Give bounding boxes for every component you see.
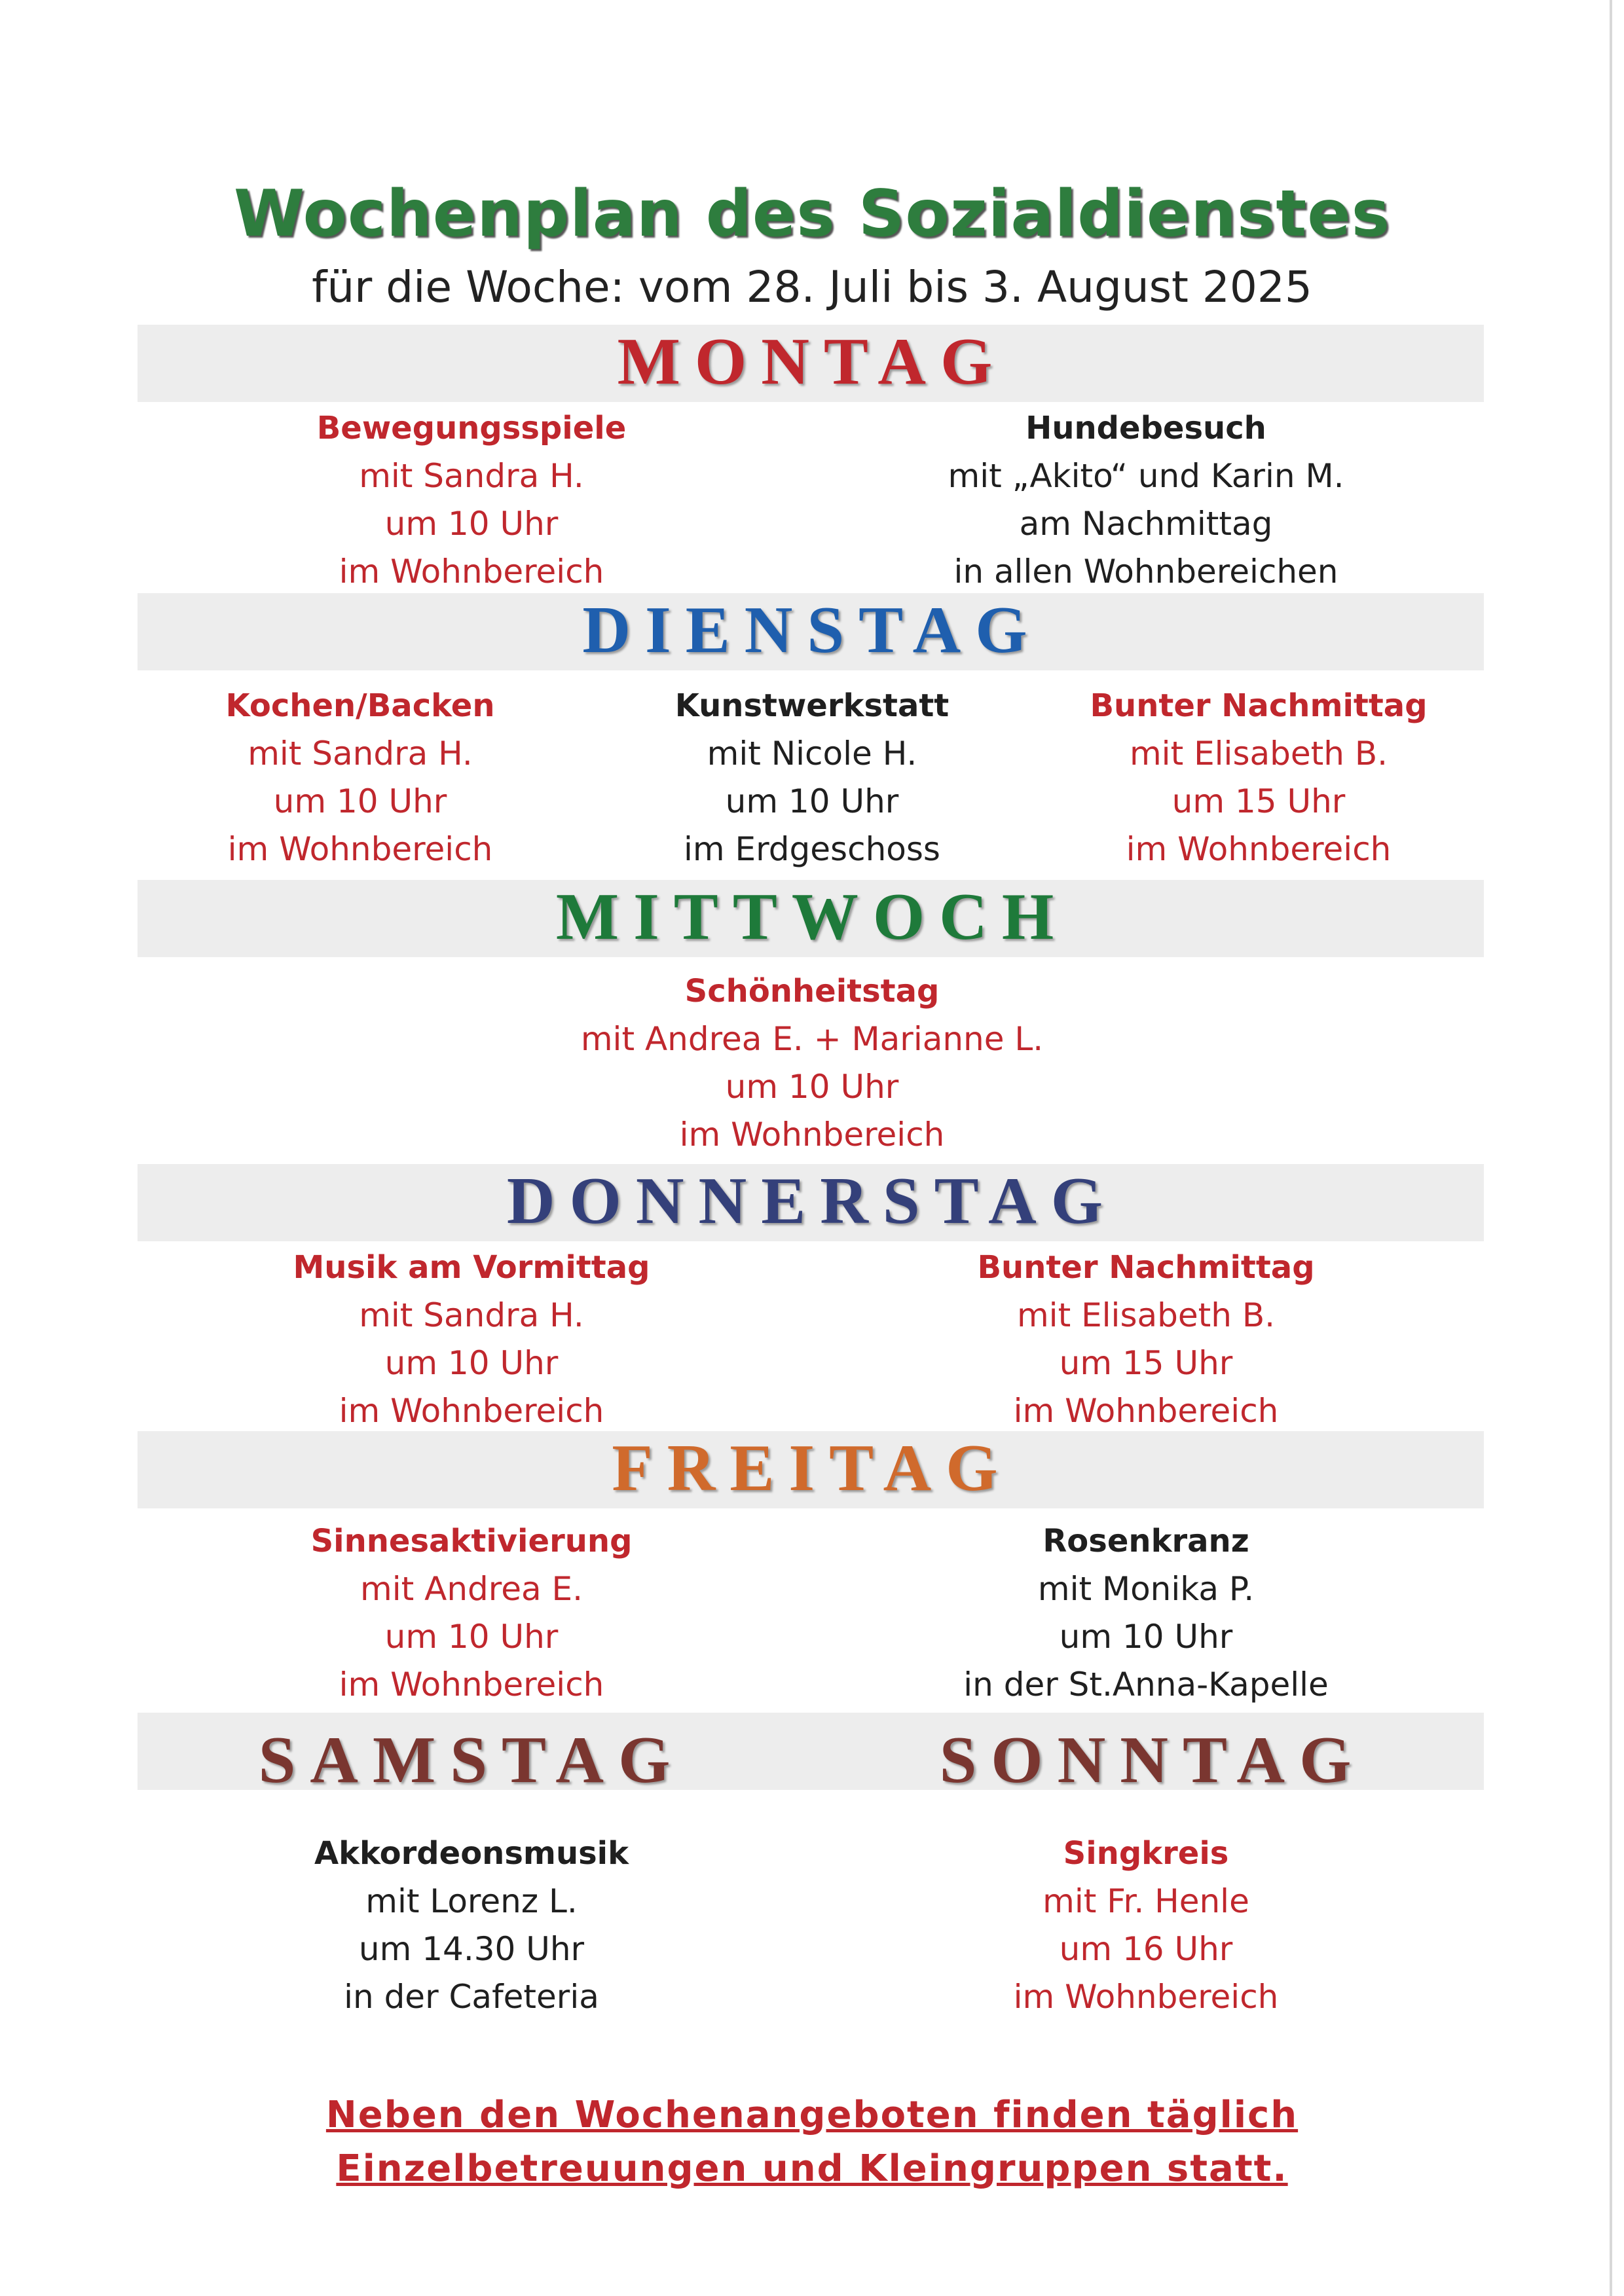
day-heading-mittwoch: MITTWOCH bbox=[555, 880, 1069, 954]
activity-title: Schönheitstag bbox=[684, 973, 940, 1010]
activity-time: um 10 Uhr bbox=[384, 505, 559, 543]
activity-with: mit Nicole H. bbox=[707, 735, 917, 773]
activity-freitag-1 bbox=[177, 1518, 766, 1709]
activity-with: mit Sandra H. bbox=[248, 735, 473, 773]
activity-place: im Wohnbereich bbox=[1126, 830, 1392, 868]
activity-title: Musik am Vormittag bbox=[293, 1249, 650, 1286]
activity-montag-1 bbox=[177, 405, 766, 596]
activity-with: mit Andrea E. bbox=[360, 1570, 583, 1608]
activity-title: Sinnesaktivierung bbox=[310, 1523, 633, 1559]
activity-title: Hundebesuch bbox=[1025, 410, 1266, 446]
activity-time: um 10 Uhr bbox=[384, 1344, 559, 1382]
activity-title: Kochen/Backen bbox=[225, 687, 495, 724]
activity-title: Singkreis bbox=[1063, 1835, 1229, 1872]
activity-time: am Nachmittag bbox=[1019, 505, 1273, 543]
activity-title: Rosenkranz bbox=[1043, 1523, 1249, 1559]
activity-place: im Erdgeschoss bbox=[684, 830, 940, 868]
activity-place: im Wohnbereich bbox=[339, 1392, 604, 1430]
activity-with: mit Monika P. bbox=[1037, 1570, 1255, 1608]
activity-donnerstag-1 bbox=[177, 1244, 766, 1435]
footer-note-line-2: Einzelbetreuungen und Kleingruppen statt. bbox=[336, 2147, 1288, 2190]
day-heading-donnerstag: DONNERSTAG bbox=[506, 1164, 1118, 1238]
activity-with: mit Fr. Henle bbox=[1043, 1882, 1249, 1920]
activity-with: mit Sandra H. bbox=[359, 457, 584, 495]
activity-title: Bewegungsspiele bbox=[316, 410, 627, 446]
activity-with: mit Andrea E. + Marianne L. bbox=[580, 1020, 1044, 1058]
activity-title: Bunter Nachmittag bbox=[977, 1249, 1315, 1286]
activity-with: mit „Akito“ und Karin M. bbox=[948, 457, 1344, 495]
activity-dienstag-3 bbox=[964, 682, 1553, 873]
activity-time: um 10 Uhr bbox=[384, 1618, 559, 1656]
activity-time: um 15 Uhr bbox=[1172, 782, 1346, 820]
activity-time: um 10 Uhr bbox=[273, 782, 447, 820]
page-title: Wochenplan des Sozialdienstes bbox=[233, 177, 1391, 251]
activity-time: um 10 Uhr bbox=[725, 782, 899, 820]
activity-with: mit Sandra H. bbox=[359, 1296, 584, 1334]
activity-place: in der St.Anna-Kapelle bbox=[963, 1666, 1329, 1704]
activity-place: im Wohnbereich bbox=[679, 1116, 945, 1154]
footer-note-line-1: Neben den Wochenangeboten finden täglich bbox=[325, 2094, 1299, 2136]
day-heading-dienstag: DIENSTAG bbox=[582, 593, 1042, 667]
day-heading-freitag: FREITAG bbox=[612, 1431, 1012, 1505]
activity-donnerstag-2 bbox=[851, 1244, 1441, 1435]
activity-time: um 16 Uhr bbox=[1059, 1930, 1233, 1968]
activity-with: mit Elisabeth B. bbox=[1129, 735, 1388, 773]
day-heading-montag: MONTAG bbox=[617, 325, 1007, 399]
activity-sonntag-1 bbox=[851, 1830, 1441, 2021]
activity-place: im Wohnbereich bbox=[1013, 1978, 1279, 2016]
activity-place: in allen Wohnbereichen bbox=[953, 553, 1338, 591]
activity-montag-2 bbox=[851, 405, 1441, 596]
activity-time: um 15 Uhr bbox=[1059, 1344, 1233, 1382]
day-heading-samstag: SAMSTAG bbox=[258, 1723, 685, 1797]
activity-time: um 10 Uhr bbox=[1059, 1618, 1233, 1656]
footer-note bbox=[0, 2088, 1624, 2196]
activity-place: im Wohnbereich bbox=[339, 553, 604, 591]
activity-with: mit Elisabeth B. bbox=[1016, 1296, 1276, 1334]
activity-title: Bunter Nachmittag bbox=[1090, 687, 1428, 724]
activity-freitag-2 bbox=[851, 1518, 1441, 1709]
activity-place: in der Cafeteria bbox=[344, 1978, 599, 2016]
activity-time: um 14.30 Uhr bbox=[358, 1930, 585, 1968]
activity-title: Akkordeonsmusik bbox=[314, 1835, 629, 1872]
activity-mittwoch-1 bbox=[517, 968, 1107, 1159]
activity-samstag-1 bbox=[177, 1830, 766, 2021]
activity-title: Kunstwerkstatt bbox=[674, 687, 950, 724]
day-heading-sonntag: SONNTAG bbox=[939, 1723, 1366, 1797]
page-subtitle: für die Woche: vom 28. Juli bis 3. August 2025 bbox=[312, 262, 1312, 312]
activity-time: um 10 Uhr bbox=[725, 1068, 899, 1106]
activity-place: im Wohnbereich bbox=[339, 1666, 604, 1704]
activity-place: im Wohnbereich bbox=[227, 830, 493, 868]
activity-with: mit Lorenz L. bbox=[365, 1882, 578, 1920]
activity-place: im Wohnbereich bbox=[1013, 1392, 1279, 1430]
